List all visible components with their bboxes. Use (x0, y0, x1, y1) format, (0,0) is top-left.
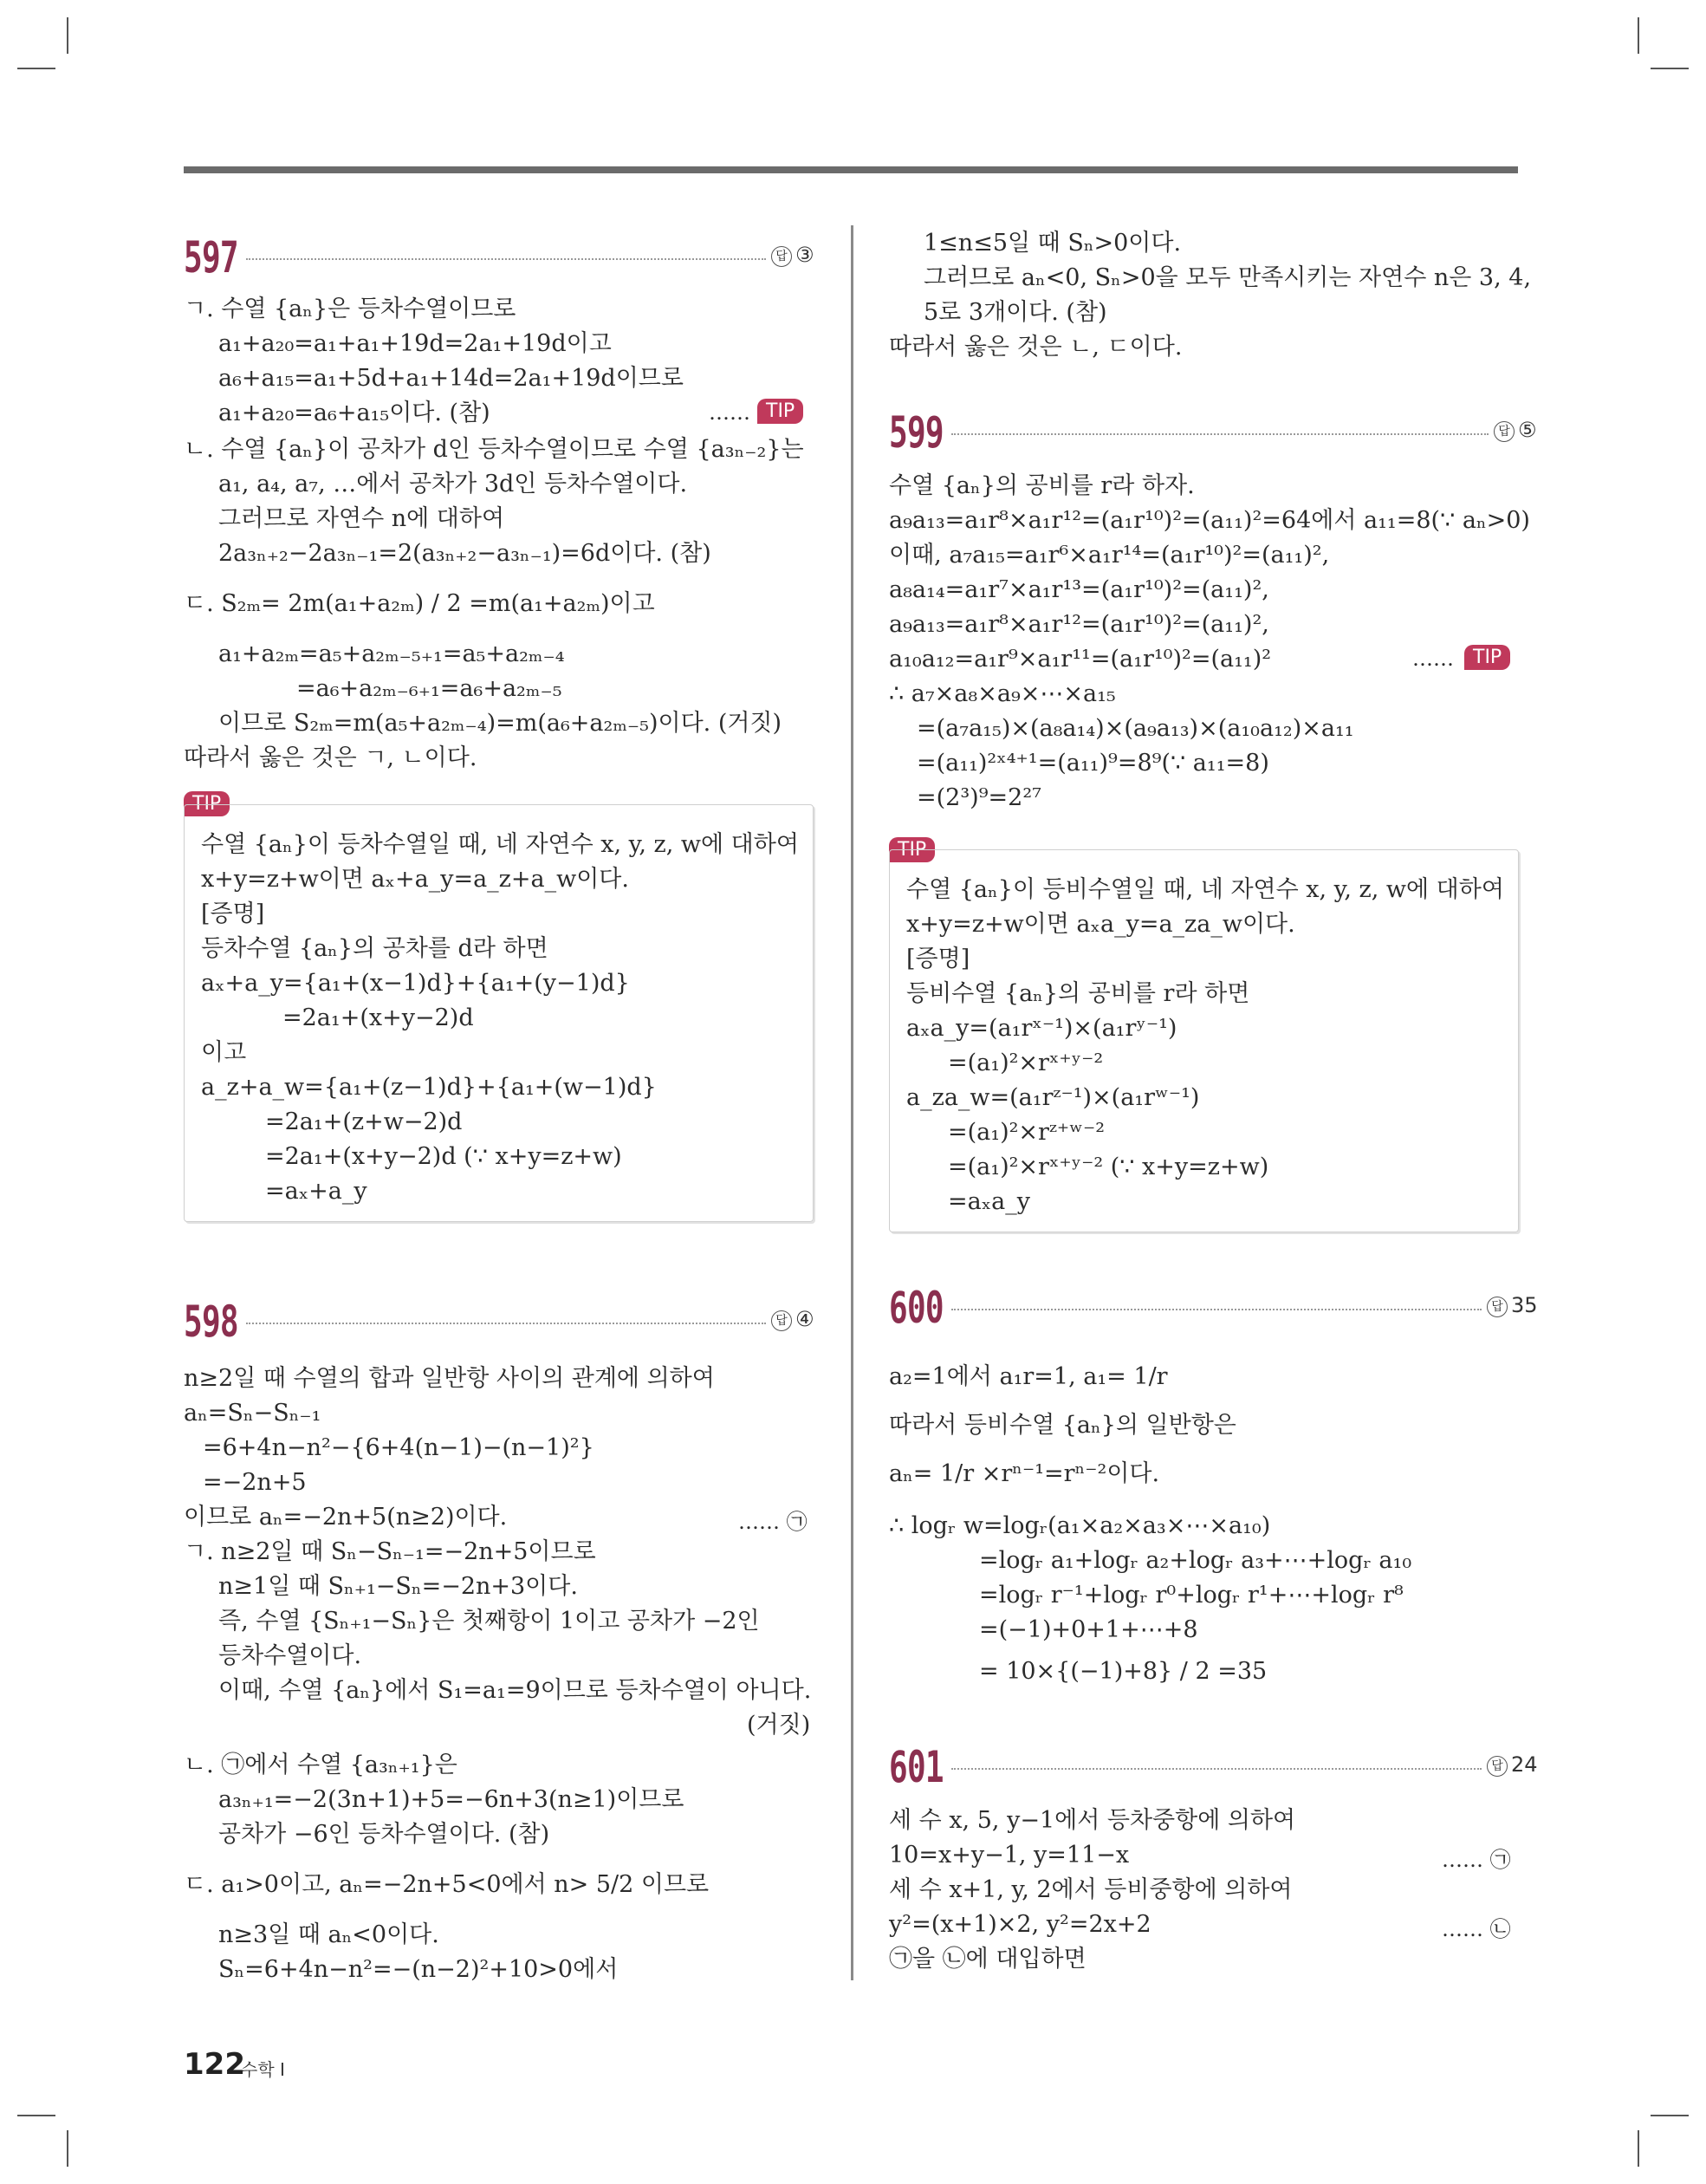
text-line: 세 수 x+1, y, 2에서 등비중항에 의하여 (889, 1876, 1293, 1903)
text-line: n≥2일 때 수열의 합과 일반항 사이의 관계에 의하여 (184, 1365, 715, 1392)
problem-598-header (184, 1297, 816, 1349)
problem-number: 597 (184, 232, 238, 283)
equation-marker: …… ㉠ (1442, 1848, 1511, 1872)
text-line: 그러므로 자연수 n에 대하여 (218, 505, 505, 532)
text-line: 즉, 수열 {Sₙ₊₁−Sₙ}은 첫째항이 1이고 공차가 −2인 (218, 1608, 760, 1635)
crop-mark (67, 2130, 68, 2167)
math-line: ∴ logᵣ w=logᵣ(a₁×a₂×a₃×⋯×a₁₀) (889, 1512, 1271, 1539)
tip-badge: TIP (757, 399, 803, 424)
answer-mark-icon: 답 (1487, 1756, 1508, 1777)
dotted-leader (246, 1323, 766, 1324)
math-line: a₉a₁₃=a₁r⁸×a₁r¹²=(a₁r¹⁰)²=(a₁₁)², (889, 611, 1269, 638)
math-line: a₁₀a₁₂=a₁r⁹×a₁r¹¹=(a₁r¹⁰)²=(a₁₁)² (889, 646, 1272, 673)
equation-marker: …… ㉠ (738, 1510, 808, 1534)
math-line: a₁+a₂₀=a₆+a₁₅이다. (참) (218, 400, 490, 426)
answer-value: ⑤ (1518, 418, 1537, 442)
math-line: =logᵣ r⁻¹+logᵣ r⁰+logᵣ r¹+⋯+logᵣ r⁸ (979, 1582, 1404, 1609)
math-line: n≥3일 때 aₙ<0이다. (218, 1921, 439, 1948)
math-line: = 10×{(−1)+8} / 2 =35 (979, 1658, 1268, 1685)
subject-label: 수학 I (241, 2059, 285, 2080)
dotted-leader (951, 1768, 1482, 1770)
answer-mark-icon: 답 (771, 1310, 792, 1331)
tip-line: 이고 (201, 1039, 247, 1066)
tip-line: =2a₁+(z+w−2)d (265, 1108, 463, 1135)
crop-mark (17, 2115, 55, 2116)
math-line: a₈a₁₄=a₁r⁷×a₁r¹³=(a₁r¹⁰)²=(a₁₁)², (889, 576, 1269, 603)
math-line: 1≤n≤5일 때 Sₙ>0이다. (924, 230, 1182, 257)
math-line: ∴ a₇×a₈×a₉×⋯×a₁₅ (889, 680, 1116, 707)
text-line: ㄱ. 수열 {aₙ}은 등차수열이므로 (184, 296, 516, 322)
answer (771, 1307, 814, 1331)
tip-line: a_za_w=(a₁rᶻ⁻¹)×(a₁rʷ⁻¹) (906, 1084, 1200, 1111)
tip-line: =2a₁+(x+y−2)d (282, 1004, 474, 1031)
tip-badge: TIP (889, 837, 935, 862)
verdict: (거짓) (747, 1712, 811, 1739)
problem-number: 600 (889, 1283, 944, 1333)
problem-599-header (889, 407, 1537, 459)
crop-mark (67, 17, 68, 54)
answer-value: ③ (795, 243, 814, 267)
math-line: n≥1일 때 Sₙ₊₁−Sₙ=−2n+3이다. (218, 1573, 578, 1600)
tip-line: =aₓ+a_y (265, 1178, 367, 1205)
page-number: 122 (184, 2047, 245, 2082)
math-line: =(a₁₁)²ˣ⁴⁺¹=(a₁₁)⁹=8⁹(∵ a₁₁=8) (917, 750, 1269, 777)
dotted-leader (951, 433, 1489, 435)
equation-marker: …… ㉡ (1442, 1917, 1511, 1941)
tip-line: 등비수열 {aₙ}의 공비를 r라 하면 (906, 980, 1250, 1007)
column-divider (851, 225, 853, 1980)
math-line: =6+4n−n²−{6+4(n−1)−(n−1)²} (203, 1434, 594, 1461)
math-line: a₁+a₂₀=a₁+a₁+19d=2a₁+19d이고 (218, 330, 612, 357)
text-line: ㄱ. n≥2일 때 Sₙ−Sₙ₋₁=−2n+5이므로 (184, 1538, 596, 1565)
text-line: 등차수열이다. (218, 1642, 362, 1669)
answer-value: ④ (795, 1307, 814, 1331)
answer-value: 24 (1511, 1752, 1538, 1777)
text-line: ㉠을 ㉡에 대입하면 (889, 1946, 1087, 1973)
math-line: =(2³)⁹=2²⁷ (917, 784, 1041, 811)
text-line: 따라서 옳은 것은 ㄱ, ㄴ이다. (184, 744, 477, 771)
math-line: a₃ₙ₊₁=−2(3n+1)+5=−6n+3(n≥1)이므로 (218, 1786, 684, 1813)
tip-line: 등차수열 {aₙ}의 공차를 d라 하면 (201, 935, 548, 962)
answer (1494, 418, 1537, 442)
dotted-leader (951, 1309, 1482, 1310)
tip-line: =2a₁+(x+y−2)d (∵ x+y=z+w) (265, 1143, 622, 1170)
text-line: 따라서 옳은 것은 ㄴ, ㄷ이다. (889, 334, 1183, 361)
tip-line: aₓ+a_y={a₁+(x−1)d}+{a₁+(y−1)d} (201, 970, 630, 997)
text-line: 5로 3개이다. (참) (924, 299, 1107, 326)
math-line: a₁+a₂ₘ=a₅+a₂ₘ₋₅₊₁=a₅+a₂ₘ₋₄ (218, 640, 565, 667)
tip-line: [증명] (201, 900, 265, 927)
crop-mark (1638, 17, 1639, 54)
crop-mark (1638, 2130, 1639, 2167)
problem-number: 598 (184, 1297, 238, 1347)
math-line: a₂=1에서 a₁r=1, a₁= 1/r (889, 1363, 1168, 1390)
tip-line: 수열 {aₙ}이 등비수열일 때, 네 자연수 x, y, z, w에 대하여 (906, 876, 1504, 903)
tip-badge: TIP (1464, 645, 1510, 670)
crop-mark (17, 68, 55, 69)
tip-line: =(a₁)²×rˣ⁺ʸ⁻² (948, 1050, 1104, 1076)
math-line: y²=(x+1)×2, y²=2x+2 (889, 1911, 1151, 1938)
math-line: Sₙ=6+4n−n²=−(n−2)²+10>0에서 (218, 1956, 619, 1983)
problem-600-header (889, 1283, 1538, 1335)
math-line: =(−1)+0+1+⋯+8 (979, 1616, 1198, 1643)
tip-line: =(a₁)²×rᶻ⁺ʷ⁻² (948, 1119, 1106, 1146)
math-line: a₁, a₄, a₇, …에서 공차가 3d인 등차수열이다. (218, 471, 688, 497)
math-line: =(a₇a₁₅)×(a₈a₁₄)×(a₉a₁₃)×(a₁₀a₁₂)×a₁₁ (917, 715, 1354, 742)
text-line: 세 수 x, 5, y−1에서 등차중항에 의하여 (889, 1807, 1296, 1834)
problem-number: 601 (889, 1742, 944, 1792)
text-line: 이때, 수열 {aₙ}에서 S₁=a₁=9이므로 등차수열이 아니다. (218, 1677, 812, 1704)
math-line: =a₆+a₂ₘ₋₆₊₁=a₆+a₂ₘ₋₅ (296, 675, 562, 702)
header-rule (184, 166, 1518, 173)
math-line: aₙ= 1/r ×rⁿ⁻¹=rⁿ⁻²이다. (889, 1460, 1160, 1487)
math-line: 이때, a₇a₁₅=a₁r⁶×a₁r¹⁴=(a₁r¹⁰)²=(a₁₁)², (889, 542, 1330, 569)
text-line: 수열 {aₙ}의 공비를 r라 하자. (889, 472, 1195, 499)
tip-line: a_z+a_w={a₁+(z−1)d}+{a₁+(w−1)d} (201, 1074, 657, 1101)
problem-597-header (184, 232, 816, 284)
tip-line: x+y=z+w이면 aₓa_y=a_za_w이다. (906, 911, 1295, 938)
tip-marker: …… (709, 400, 750, 425)
text-line: ㄴ. ㉠에서 수열 {a₃ₙ₊₁}은 (184, 1752, 457, 1778)
tip-marker: …… (1412, 647, 1454, 671)
tip-line: =(a₁)²×rˣ⁺ʸ⁻² (∵ x+y=z+w) (948, 1154, 1269, 1180)
tip-line: [증명] (906, 946, 970, 972)
math-line: 10=x+y−1, y=11−x (889, 1842, 1130, 1869)
answer-value: 35 (1511, 1293, 1538, 1317)
tip-line: 수열 {aₙ}이 등차수열일 때, 네 자연수 x, y, z, w에 대하여 (201, 831, 799, 858)
math-line: =−2n+5 (203, 1469, 307, 1496)
answer (771, 243, 814, 267)
math-line: 이므로 aₙ=−2n+5(n≥2)이다. (184, 1504, 508, 1531)
math-line: aₙ=Sₙ−Sₙ₋₁ (184, 1400, 321, 1427)
math-line: ㄷ. S₂ₘ= 2m(a₁+a₂ₘ) / 2 =m(a₁+a₂ₘ)이고 (184, 590, 655, 617)
text-line: 공차가 −6인 등차수열이다. (참) (218, 1821, 550, 1848)
dotted-leader (246, 258, 766, 260)
math-line: ㄷ. a₁>0이고, aₙ=−2n+5<0에서 n> 5/2 이므로 (184, 1871, 710, 1898)
answer-mark-icon: 답 (1494, 421, 1515, 442)
problem-number: 599 (889, 407, 944, 458)
answer-mark-icon: 답 (1487, 1297, 1508, 1317)
math-line: a₉a₁₃=a₁r⁸×a₁r¹²=(a₁r¹⁰)²=(a₁₁)²=64에서 a₁₁=8(∵ aₙ>0) (889, 507, 1530, 534)
text-line: 그러므로 aₙ<0, Sₙ>0을 모두 만족시키는 자연수 n은 3, 4, (924, 264, 1532, 291)
answer-mark-icon: 답 (771, 246, 792, 267)
crop-mark (1651, 68, 1689, 69)
text-line: ㄴ. 수열 {aₙ}이 공차가 d인 등차수열이므로 수열 {a₃ₙ₋₂}는 (184, 436, 804, 463)
math-line: a₆+a₁₅=a₁+5d+a₁+14d=2a₁+19d이므로 (218, 365, 684, 392)
math-line: 2a₃ₙ₊₂−2a₃ₙ₋₁=2(a₃ₙ₊₂−a₃ₙ₋₁)=6d이다. (참) (218, 540, 711, 567)
text-line: 따라서 등비수열 {aₙ}의 일반항은 (889, 1412, 1236, 1439)
math-line: =logᵣ a₁+logᵣ a₂+logᵣ a₃+⋯+logᵣ a₁₀ (979, 1547, 1412, 1574)
math-line: 이므로 S₂ₘ=m(a₅+a₂ₘ₋₄)=m(a₆+a₂ₘ₋₅)이다. (거짓) (218, 710, 782, 737)
crop-mark (1651, 2115, 1689, 2116)
tip-line: aₓa_y=(a₁rˣ⁻¹)×(a₁rʸ⁻¹) (906, 1015, 1177, 1042)
answer (1487, 1293, 1538, 1317)
tip-badge: TIP (184, 791, 230, 816)
answer (1487, 1752, 1538, 1777)
tip-line: =aₓa_y (948, 1188, 1031, 1215)
tip-line: x+y=z+w이면 aₓ+a_y=a_z+a_w이다. (201, 866, 629, 893)
problem-601-header (889, 1742, 1538, 1794)
